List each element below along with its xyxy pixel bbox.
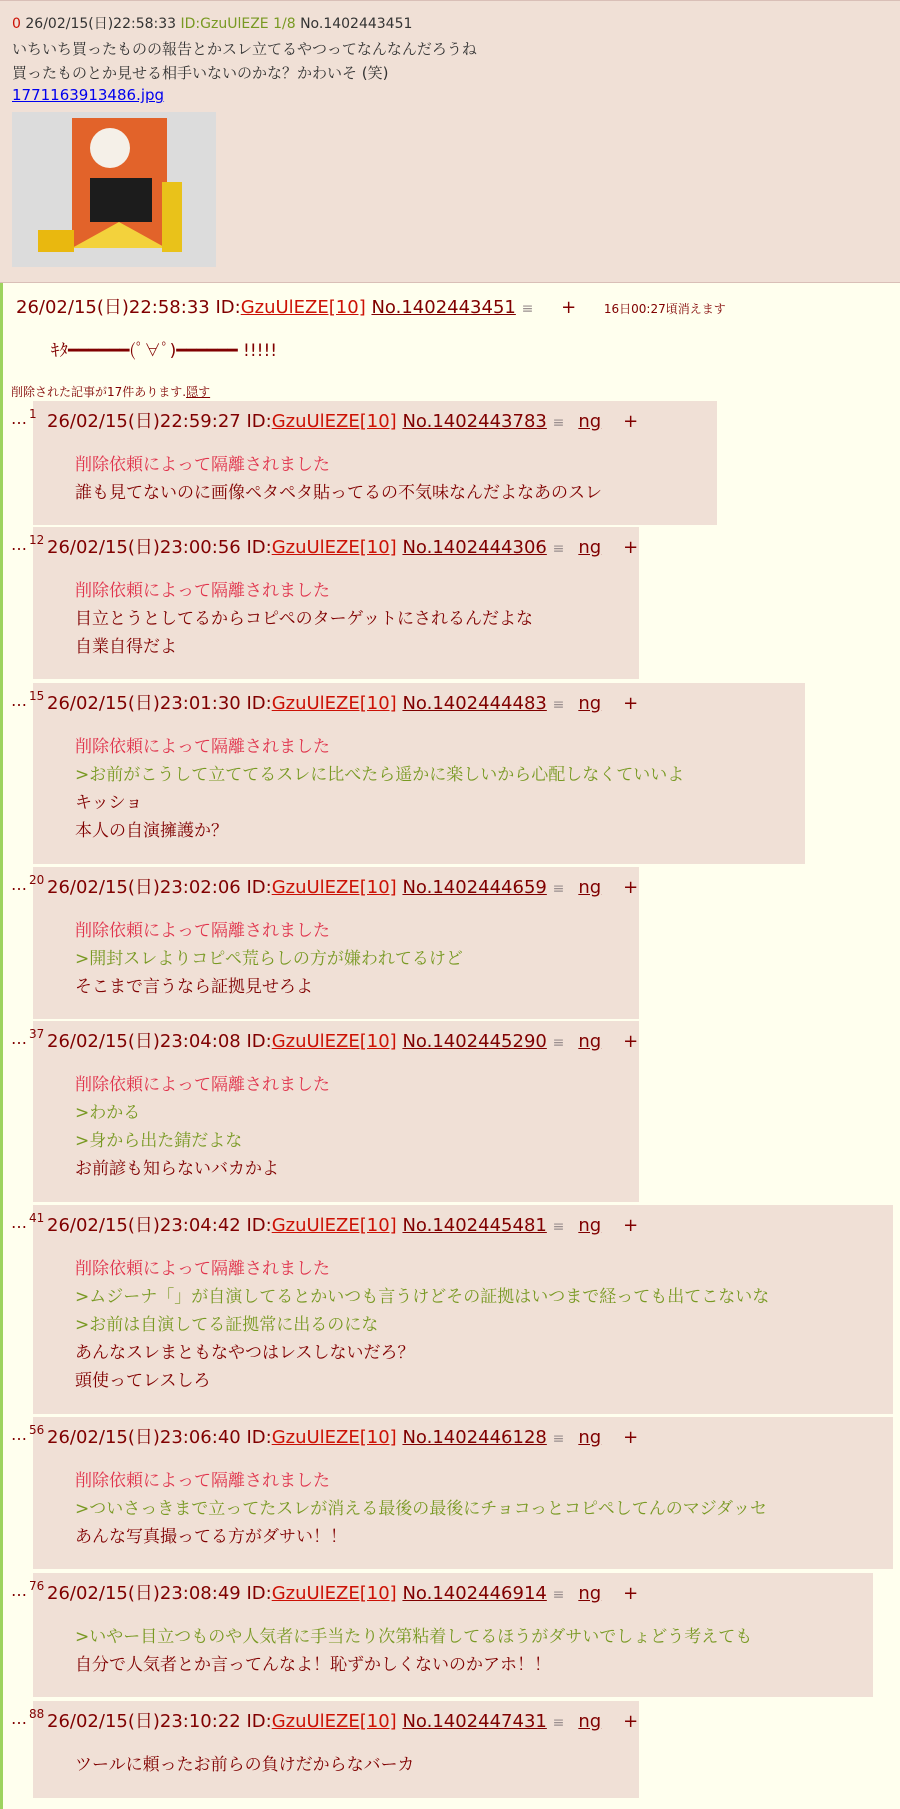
reply-number-link[interactable]: No.1402447431 [402, 1711, 547, 1732]
toy-robot-image [162, 182, 182, 252]
reply-id-link[interactable]: GzuUlEZE[10] [271, 693, 397, 714]
quoted-post-id: ID:GzuUlEZE 1/8 [180, 16, 296, 32]
quoted-post-meta [12, 13, 412, 33]
op-datetime: 26/02/15(日)22:58:33 [16, 297, 210, 318]
reply-datetime: 26/02/15(日)23:10:22 [47, 1711, 247, 1732]
reply-marker [11, 1029, 44, 1048]
reply-number-link[interactable]: No.1402443783 [402, 411, 547, 432]
reply-datetime: 26/02/15(日)23:04:42 [47, 1215, 247, 1236]
reply-text-line: ツールに頼ったお前らの負けだからなバーカ [75, 1755, 415, 1775]
plus-button[interactable]: + [623, 877, 639, 898]
isolation-notice: 削除依頼によって隔離されました [75, 1075, 330, 1095]
hide-deleted-link[interactable]: 隠す [186, 385, 211, 399]
reply-post [33, 1573, 873, 1697]
reply-ellipsis: … [11, 1213, 27, 1232]
toy-box-image [72, 118, 167, 248]
ng-link[interactable]: ng [578, 1711, 602, 1732]
ng-link[interactable]: ng [578, 537, 602, 558]
reply-post [33, 1205, 893, 1414]
reply-id-prefix: ID: [246, 537, 272, 558]
reply-index: 76 [29, 1579, 45, 1593]
reply-id-prefix: ID: [246, 1427, 272, 1448]
reply-text-line: 目立とうとしてるからコピペのターゲットにされるんだよな [75, 609, 533, 629]
reply-meta [47, 1707, 638, 1733]
plus-button[interactable]: + [623, 1427, 639, 1448]
quote-line: >ついさっきまで立ってたスレが消える最後の最後にチョコっとコピペしてんのマジダッセ [75, 1499, 768, 1519]
op-post-meta [16, 293, 726, 319]
reply-id-link[interactable]: GzuUlEZE[10] [271, 1711, 397, 1732]
reply-body [75, 1623, 752, 1679]
reply-body [75, 917, 463, 1001]
reply-id-prefix: ID: [246, 1583, 272, 1604]
quoted-post [0, 0, 900, 283]
deleted-note [11, 383, 210, 400]
quote-line: >わかる [75, 1103, 141, 1123]
plus-button[interactable]: + [623, 1031, 639, 1052]
plus-button[interactable]: + [623, 693, 639, 714]
reply-meta [47, 1423, 638, 1449]
op-body: ｷﾀ━━━━━━(ﾟ∀ﾟ)━━━━━━ !!!!! [51, 341, 278, 361]
reply-ellipsis: … [11, 1029, 27, 1048]
isolation-notice: 削除依頼によって隔離されました [75, 737, 330, 757]
quoted-post-line: 買ったものとか見せる相手いないのかな？かわいそ (笑) [12, 64, 389, 82]
reply-meta [47, 689, 638, 715]
quoted-post-file-link[interactable]: 1771163913486.jpg [12, 86, 165, 104]
reply-post [33, 1417, 893, 1569]
menu-icon[interactable]: ≡ [552, 1035, 565, 1051]
reply-marker [11, 1581, 44, 1600]
ng-link[interactable]: ng [578, 1583, 602, 1604]
reply-marker [11, 409, 37, 428]
reply-text-line: キッショ [75, 793, 143, 813]
reply-body [75, 1255, 769, 1395]
reply-number-link[interactable]: No.1402445290 [402, 1031, 547, 1052]
reply-number-link[interactable]: No.1402446128 [402, 1427, 547, 1448]
reply-id-prefix: ID: [246, 1711, 272, 1732]
quote-line: >いやー目立つものや人気者に手当たり次第粘着してるほうがダサいでしょどう考えても [75, 1627, 753, 1647]
isolation-notice: 削除依頼によって隔離されました [75, 581, 330, 601]
plus-button[interactable]: + [623, 1711, 639, 1732]
quoted-post-index: 0 [12, 16, 21, 32]
reply-text-line: 自業自得だよ [75, 637, 177, 657]
op-id-prefix: ID: [215, 297, 241, 318]
reply-index: 15 [29, 689, 45, 703]
menu-icon[interactable]: ≡ [552, 1219, 565, 1235]
menu-icon[interactable]: ≡ [521, 301, 534, 317]
reply-ellipsis: … [11, 691, 27, 710]
reply-index: 37 [29, 1027, 45, 1041]
reply-datetime: 26/02/15(日)22:59:27 [47, 411, 247, 432]
plus-button[interactable]: + [623, 537, 639, 558]
reply-ellipsis: … [11, 1709, 27, 1728]
ng-link[interactable]: ng [578, 877, 602, 898]
reply-meta [47, 533, 638, 559]
reply-text-line: 頭使ってレスしろ [75, 1371, 211, 1391]
menu-icon[interactable]: ≡ [552, 415, 565, 431]
menu-icon[interactable]: ≡ [552, 1431, 565, 1447]
reply-id-prefix: ID: [246, 1215, 272, 1236]
reply-post [33, 1701, 639, 1798]
op-id-link[interactable]: GzuUlEZE[10] [240, 297, 366, 318]
plus-button[interactable]: + [623, 1583, 639, 1604]
op-number-link[interactable]: No.1402443451 [371, 297, 516, 318]
ng-link[interactable]: ng [578, 411, 602, 432]
plus-button[interactable]: + [623, 411, 639, 432]
quoted-post-number: No.1402443451 [300, 16, 413, 32]
reply-text-line: そこまで言うなら証拠見せろよ [75, 977, 313, 997]
reply-meta [47, 873, 638, 899]
reply-id-link[interactable]: GzuUlEZE[10] [271, 411, 397, 432]
reply-body [75, 733, 684, 845]
reply-text-line: お前諺も知らないバカかよ [75, 1159, 279, 1179]
reply-body [75, 1467, 767, 1551]
reply-marker [11, 875, 44, 894]
quoted-post-datetime: 26/02/15(日)22:58:33 [25, 16, 177, 32]
reply-index: 12 [29, 533, 45, 547]
quoted-post-line: いちいち買ったものの報告とかスレ立てるやつってなんなんだろうね [12, 40, 477, 58]
ng-link[interactable]: ng [578, 1031, 602, 1052]
quote-line: >開封スレよりコピペ荒らしの方が嫌われてるけど [75, 949, 463, 969]
menu-icon[interactable]: ≡ [552, 1715, 565, 1731]
reply-body [75, 577, 533, 661]
reply-marker [11, 535, 44, 554]
reply-index: 56 [29, 1423, 45, 1437]
reply-datetime: 26/02/15(日)23:04:08 [47, 1031, 247, 1052]
reply-id-prefix: ID: [246, 411, 272, 432]
menu-icon[interactable]: ≡ [552, 697, 565, 713]
plus-button[interactable]: + [623, 1215, 639, 1236]
isolation-notice: 削除依頼によって隔離されました [75, 921, 330, 941]
reply-datetime: 26/02/15(日)23:01:30 [47, 693, 247, 714]
plus-button[interactable]: + [561, 297, 577, 318]
reply-text-line: あんなスレまともなやつはレスしないだろ？ [75, 1343, 415, 1363]
reply-ellipsis: … [11, 1425, 27, 1444]
reply-id-link[interactable]: GzuUlEZE[10] [271, 877, 397, 898]
reply-meta [47, 1579, 638, 1605]
ng-link[interactable]: ng [578, 693, 602, 714]
reply-marker [11, 1213, 44, 1232]
reply-id-prefix: ID: [246, 877, 272, 898]
isolation-notice: 削除依頼によって隔離されました [75, 1471, 330, 1491]
quoted-post-thumbnail[interactable] [12, 112, 216, 267]
reply-ellipsis: … [11, 535, 27, 554]
reply-text-line: 自分で人気者とか言ってんなよ！恥ずかしくないのかアホ！！ [75, 1655, 551, 1675]
reply-id-link[interactable]: GzuUlEZE[10] [271, 1583, 397, 1604]
reply-datetime: 26/02/15(日)23:00:56 [47, 537, 247, 558]
reply-ellipsis: … [11, 1581, 27, 1600]
reply-index: 88 [29, 1707, 45, 1721]
menu-icon[interactable]: ≡ [552, 881, 565, 897]
quote-line: >身から出た錆だよな [75, 1131, 243, 1151]
reply-marker [11, 1709, 44, 1728]
menu-icon[interactable]: ≡ [552, 541, 565, 557]
reply-datetime: 26/02/15(日)23:08:49 [47, 1583, 247, 1604]
reply-id-link[interactable]: GzuUlEZE[10] [271, 537, 397, 558]
reply-number-link[interactable]: No.1402444483 [402, 693, 547, 714]
reply-body [75, 1751, 414, 1779]
reply-index: 20 [29, 873, 45, 887]
quote-line: >お前は自演してる証拠常に出るのにな [75, 1315, 379, 1335]
reply-meta [47, 1211, 638, 1237]
reply-meta [47, 407, 638, 433]
isolation-notice: 削除依頼によって隔離されました [75, 455, 330, 475]
ng-link[interactable]: ng [578, 1427, 602, 1448]
reply-id-prefix: ID: [246, 1031, 272, 1052]
reply-post [33, 867, 639, 1019]
reply-number-link[interactable]: No.1402446914 [402, 1583, 547, 1604]
thread [0, 283, 900, 1809]
reply-post [33, 1021, 639, 1202]
reply-number-link[interactable]: No.1402445481 [402, 1215, 547, 1236]
quote-line: >ムジーナ「」が自演してるとかいつも言うけどその証拠はいつまで経っても出てこないな [75, 1287, 770, 1307]
reply-text-line: 誰も見てないのに画像ペタペタ貼ってるの不気味なんだよなあのスレ [75, 483, 602, 503]
expire-notice: 16日00:27頃消えます [603, 302, 726, 316]
reply-id-link[interactable]: GzuUlEZE[10] [271, 1427, 397, 1448]
reply-datetime: 26/02/15(日)23:02:06 [47, 877, 247, 898]
deleted-note-text: 削除された記事が17件あります. [11, 385, 187, 399]
reply-index: 41 [29, 1211, 45, 1225]
reply-post [33, 527, 639, 679]
reply-datetime: 26/02/15(日)23:06:40 [47, 1427, 247, 1448]
reply-post [33, 401, 717, 525]
reply-number-link[interactable]: No.1402444659 [402, 877, 547, 898]
quote-line: >お前がこうして立ててるスレに比べたら遥かに楽しいから心配しなくていいよ [75, 765, 685, 785]
reply-ellipsis: … [11, 409, 27, 428]
reply-marker [11, 691, 44, 710]
reply-text-line: あんな写真撮ってる方がダサい！！ [75, 1527, 347, 1547]
menu-icon[interactable]: ≡ [552, 1587, 565, 1603]
reply-id-link[interactable]: GzuUlEZE[10] [271, 1215, 397, 1236]
reply-number-link[interactable]: No.1402444306 [402, 537, 547, 558]
reply-ellipsis: … [11, 875, 27, 894]
toy-truck-image [38, 230, 74, 252]
isolation-notice: 削除依頼によって隔離されました [75, 1259, 330, 1279]
reply-index: 1 [29, 407, 37, 421]
ng-link[interactable]: ng [578, 1215, 602, 1236]
reply-body [75, 1071, 330, 1183]
reply-post [33, 683, 805, 864]
reply-text-line: 本人の自演擁護か？ [75, 821, 228, 841]
reply-marker [11, 1425, 44, 1444]
reply-id-prefix: ID: [246, 693, 272, 714]
reply-id-link[interactable]: GzuUlEZE[10] [271, 1031, 397, 1052]
reply-body [75, 451, 602, 507]
reply-meta [47, 1027, 638, 1053]
